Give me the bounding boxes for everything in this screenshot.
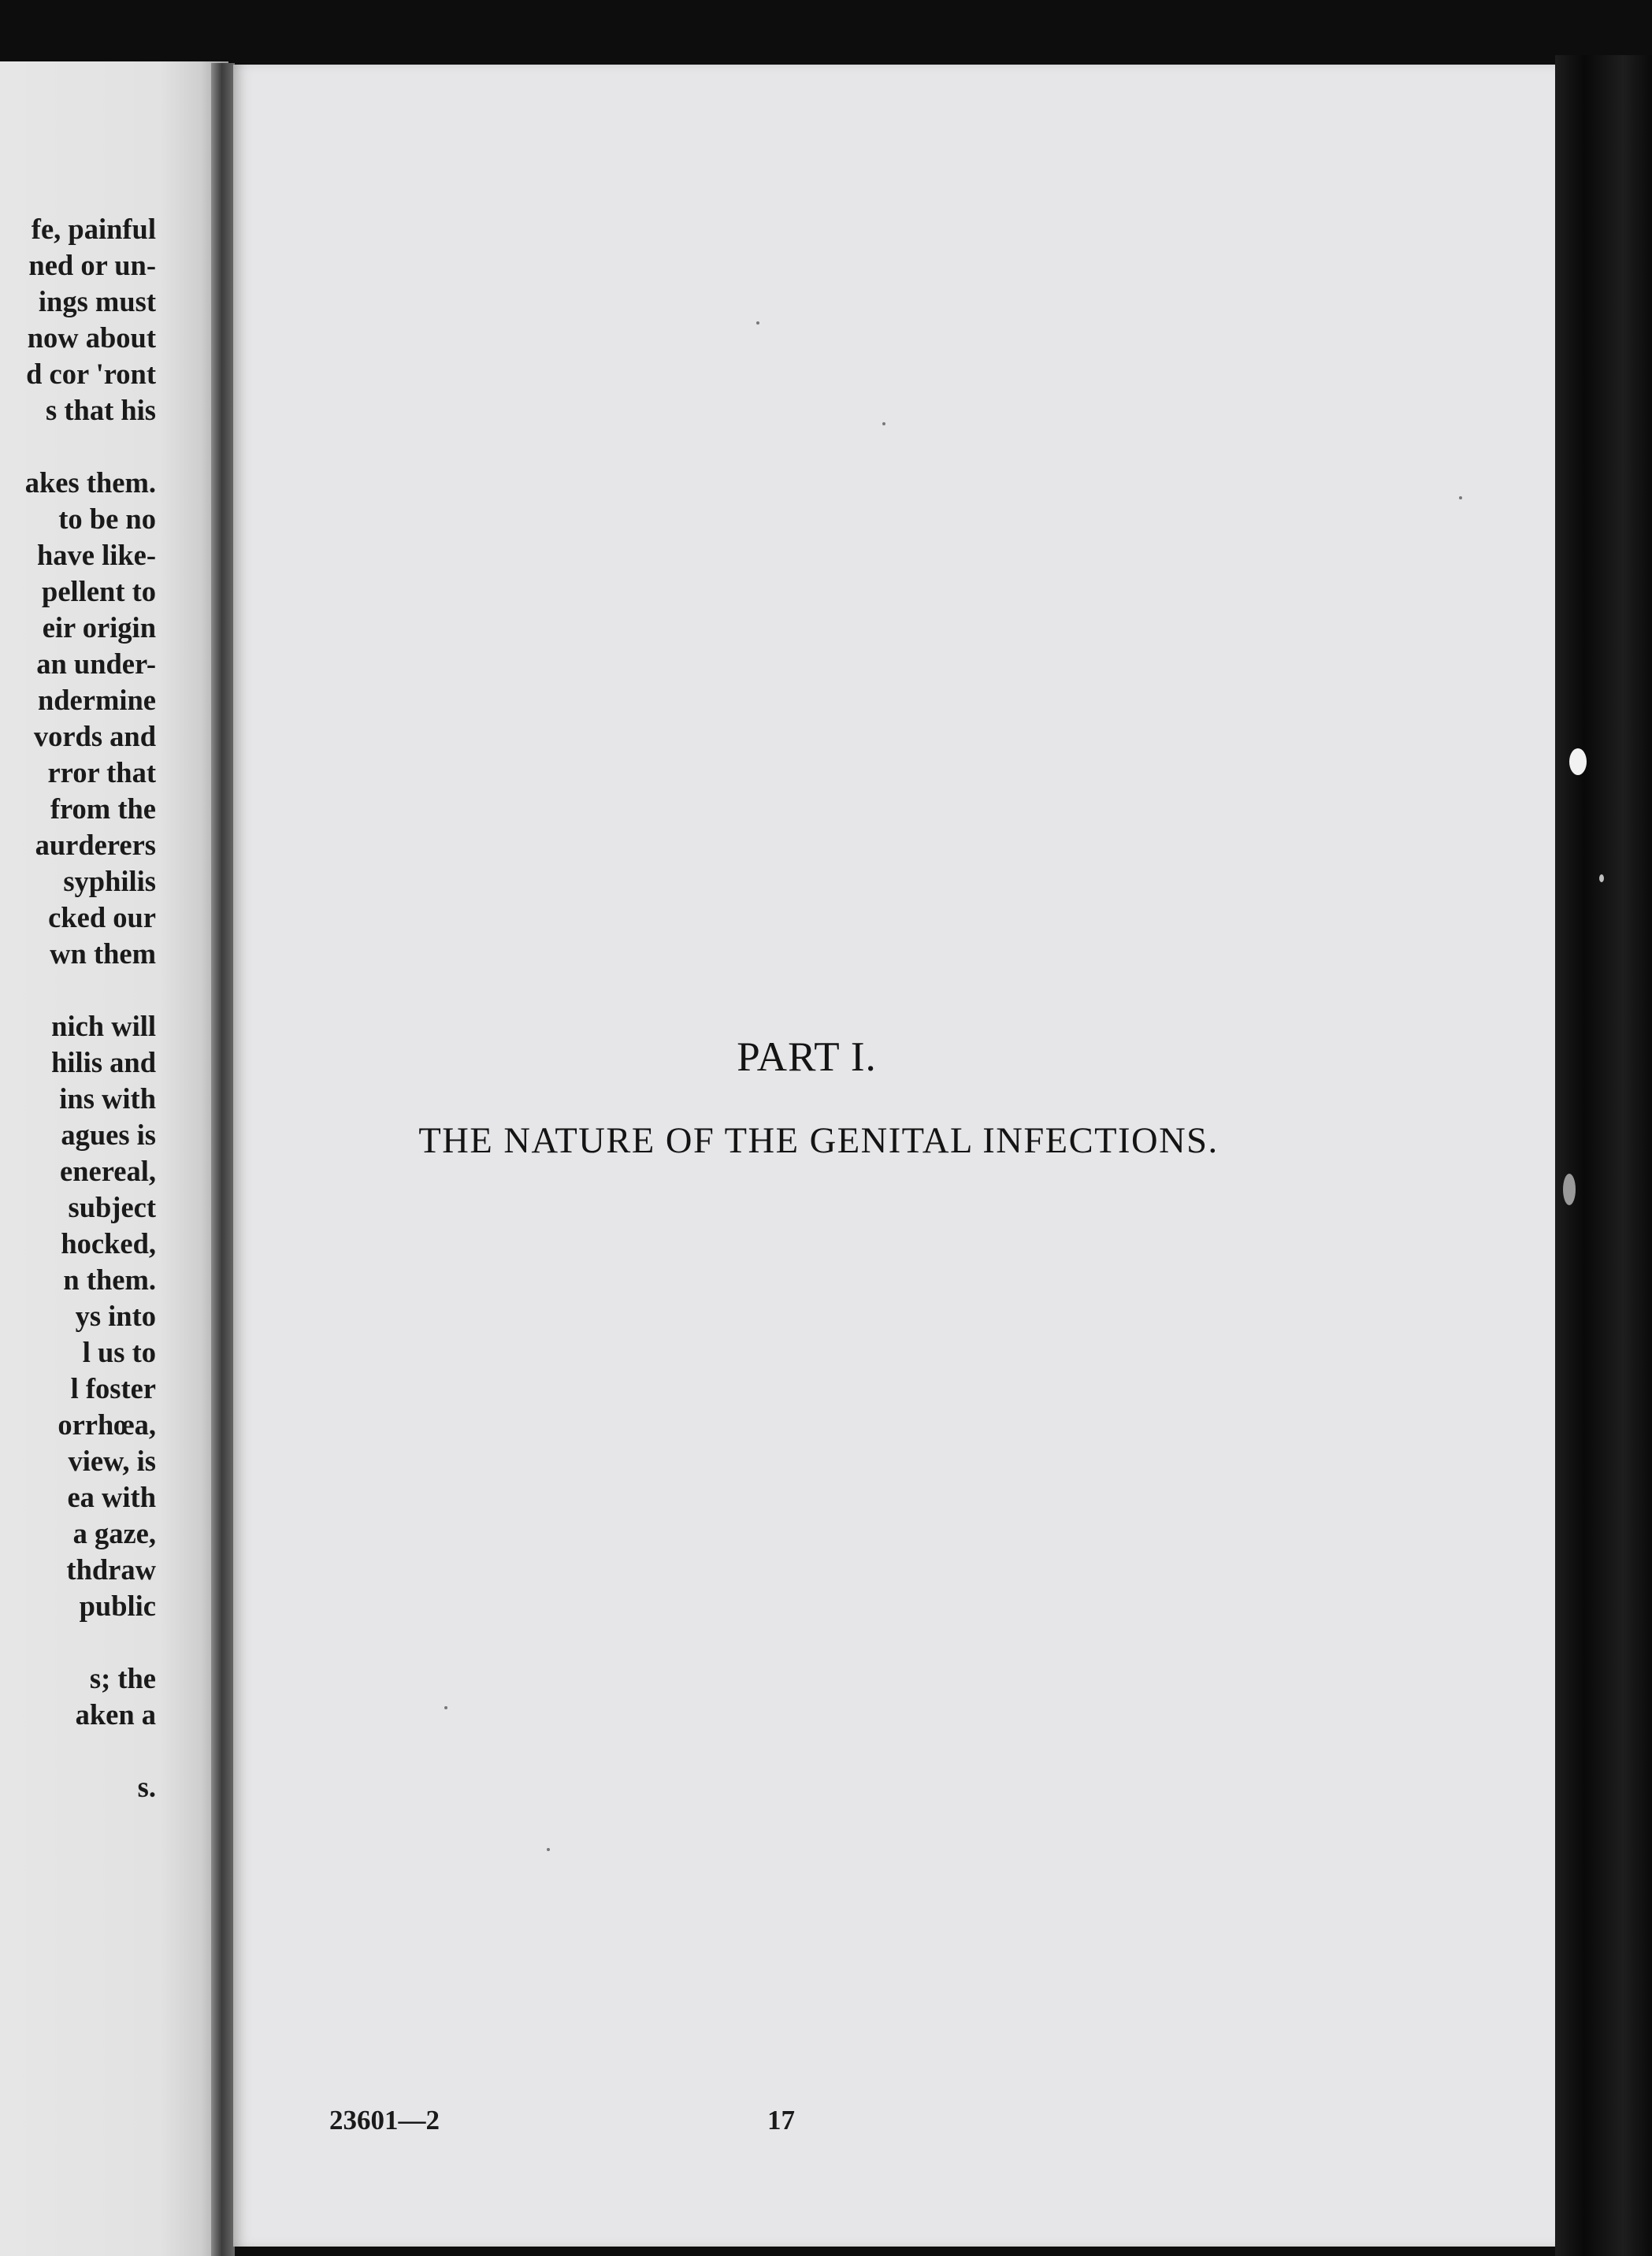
previous-page-line	[0, 972, 156, 1008]
part-title: PART I.	[737, 1034, 877, 1080]
previous-page-line: an under-	[36, 647, 156, 680]
previous-page-line: agues is	[61, 1119, 156, 1151]
previous-page-line: aken a	[75, 1698, 156, 1731]
previous-page-line: a gaze,	[72, 1517, 156, 1549]
previous-page-line: ned or un-	[28, 249, 156, 281]
previous-page-line: cked our	[48, 901, 156, 933]
previous-page-line: nich will	[51, 1010, 156, 1042]
paper-speck	[882, 422, 885, 425]
page-number: 17	[767, 2105, 795, 2135]
previous-page-line: ings must	[38, 285, 156, 317]
paper-speck	[1459, 496, 1462, 499]
previous-page-line: aurderers	[35, 829, 156, 861]
previous-page-line: thdraw	[66, 1553, 156, 1586]
previous-page-line: hocked,	[61, 1227, 156, 1260]
previous-page-fragment	[0, 61, 228, 2256]
current-page	[233, 65, 1555, 2247]
previous-page-line: syphilis	[63, 865, 156, 897]
previous-page-line: akes them.	[24, 466, 156, 499]
previous-page-line: s that his	[46, 394, 156, 426]
previous-page-line: enereal,	[60, 1155, 156, 1187]
previous-page-line: eir origin	[42, 611, 156, 644]
previous-page-line: fe, painful	[31, 213, 156, 245]
previous-page-line: orrhœa,	[58, 1408, 156, 1441]
previous-page-line: rror that	[47, 756, 156, 788]
book-gutter	[211, 63, 235, 2256]
previous-page-line: ys into	[75, 1300, 156, 1332]
previous-page-line: ndermine	[37, 684, 156, 716]
previous-page-line: hilis and	[51, 1046, 156, 1078]
previous-page-line: n them.	[63, 1263, 156, 1296]
previous-page-line: l foster	[70, 1372, 156, 1404]
previous-page-line: s.	[137, 1771, 156, 1803]
edge-artifact	[1563, 1174, 1576, 1205]
edge-artifact	[1569, 748, 1587, 775]
previous-page-line: l us to	[82, 1336, 156, 1368]
previous-page-line: pellent to	[42, 575, 156, 607]
previous-page-line	[0, 1733, 156, 1769]
previous-page-line: ea with	[67, 1481, 156, 1513]
paper-speck	[547, 1848, 550, 1851]
previous-page-line: d cor 'ront	[26, 358, 156, 390]
previous-page-text	[0, 211, 156, 1805]
previous-page-line: view, is	[68, 1445, 156, 1477]
paper-speck	[756, 321, 759, 325]
previous-page-line: s; the	[89, 1662, 156, 1694]
previous-page-line: now about	[27, 321, 156, 354]
previous-page-line: public	[79, 1590, 156, 1622]
signature-mark: 23601—2	[329, 2105, 440, 2135]
previous-page-line	[0, 429, 156, 465]
previous-page-line: ins with	[59, 1082, 156, 1115]
previous-page-line: subject	[68, 1191, 156, 1223]
previous-page-line: from the	[50, 792, 156, 825]
previous-page-line: wn them	[50, 937, 156, 970]
part-subtitle: THE NATURE OF THE GENITAL INFECTIONS.	[418, 1121, 1219, 1161]
previous-page-line	[0, 1624, 156, 1660]
previous-page-line: have like-	[36, 539, 156, 571]
paper-speck	[444, 1706, 447, 1709]
previous-page-line: to be no	[58, 503, 156, 535]
scanner-edge	[1555, 55, 1652, 2256]
edge-artifact	[1599, 874, 1604, 882]
previous-page-line: vords and	[33, 720, 156, 752]
